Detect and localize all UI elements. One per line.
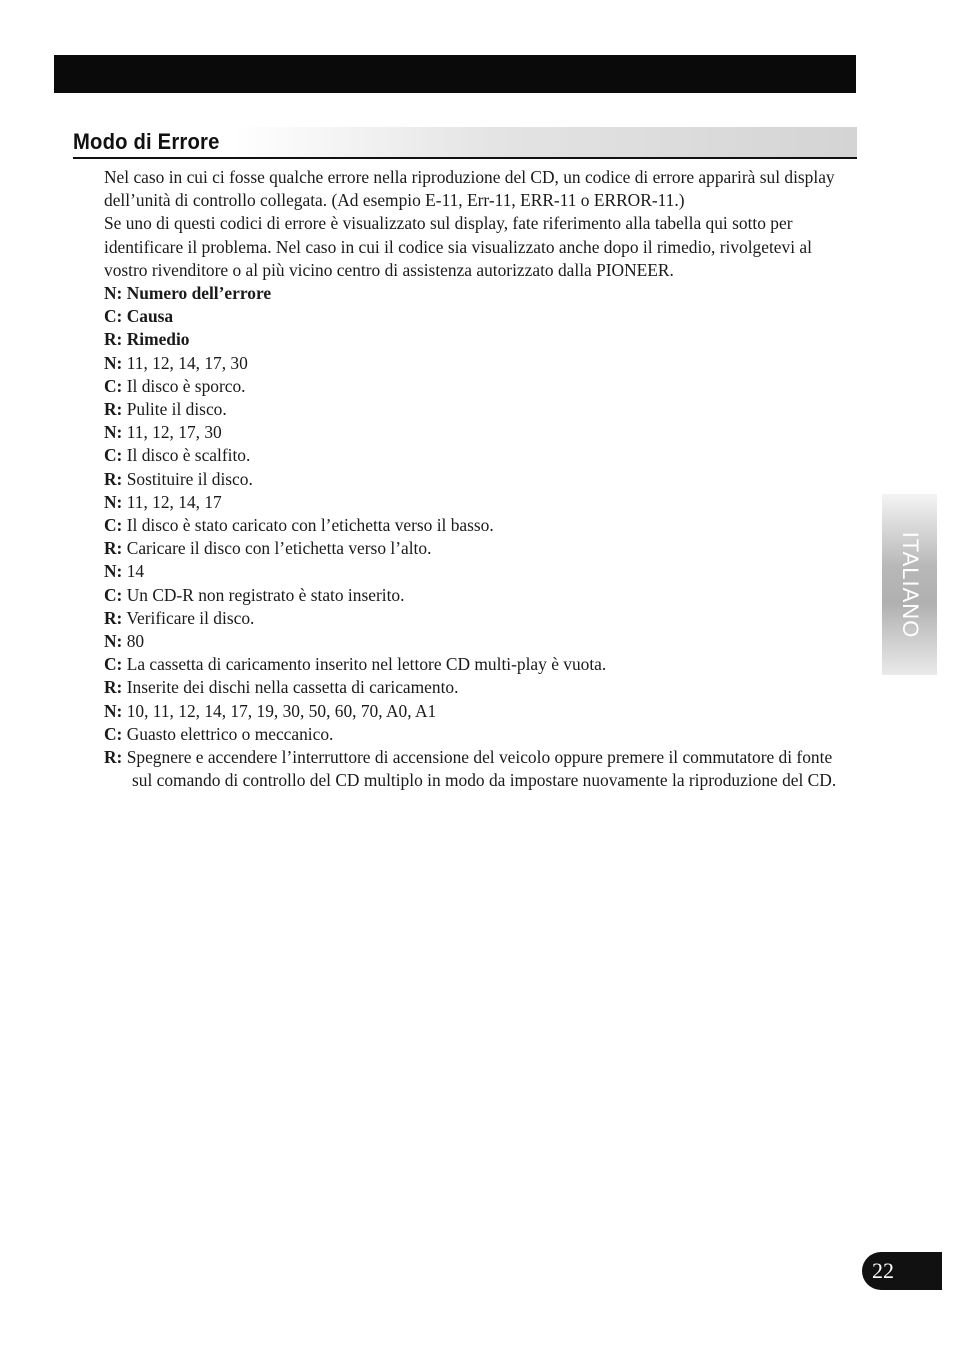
error-remedy-key: R: [104,747,123,768]
error-entry [104,352,839,422]
error-remedy-line [104,468,839,491]
error-remedy-value: Inserite dei dischi nella cassetta di caricamento. [126,677,459,698]
error-entry [104,491,839,561]
error-remedy-value: Spegnere e accendere l’interruttore di accensione del veicolo oppure premere il commutatore di fonte sul comando di controllo del CD multiplo in modo da impostare nuovamente la riproduzione del CD. [126,747,837,791]
error-number-line [104,352,839,375]
error-remedy-line [104,607,839,630]
intro-paragraph: Se uno di questi codici di errore è visualizzato sul display, fate riferimento alla tabella qui sotto per identificare il problema. Nel caso in cui il codice sia visualizzato anche dopo il rimedio, rivolgetevi al vostro rivenditore o al più vicino centro di assistenza autorizzato dalla PIONEER. [104,213,812,280]
error-remedy-key: R: [104,538,123,559]
error-cause-key: C: [104,723,123,744]
error-cause-value: Il disco è stato caricato con l’etichetta verso il basso. [126,515,494,536]
error-remedy-value: Pulite il disco. [126,399,227,420]
error-cause-line [104,723,839,746]
legend [104,282,839,352]
error-number-key: N: [104,631,123,652]
section-header [73,127,857,159]
legend-item: N: Numero dell’errore [104,283,272,304]
error-entry [104,700,839,793]
error-remedy-key: R: [104,468,123,489]
error-number-value: 80 [126,631,145,652]
error-remedy-key: R: [104,607,123,628]
header-bar [54,55,856,93]
error-cause-value: Il disco è sporco. [126,375,246,396]
error-number-line [104,421,839,444]
error-entry [104,421,839,491]
legend-item: C: Causa [104,306,174,327]
error-cause-key: C: [104,445,123,466]
error-cause-value: La cassetta di caricamento inserito nel lettore CD multi-play è vuota. [126,654,607,675]
error-cause-value: Guasto elettrico o meccanico. [126,723,334,744]
error-remedy-line [104,537,839,560]
error-remedy-key: R: [104,399,123,420]
error-cause-key: C: [104,515,123,536]
language-tab-label: ITALIANO [897,531,923,638]
error-number-key: N: [104,352,123,373]
error-number-line [104,560,839,583]
error-number-value: 11, 12, 14, 17 [126,491,222,512]
error-number-key: N: [104,561,123,582]
error-number-value: 11, 12, 14, 17, 30 [126,352,248,373]
error-remedy-value: Caricare il disco con l’etichetta verso l’alto. [126,538,432,559]
error-cause-line [104,444,839,467]
error-number-value: 10, 11, 12, 14, 17, 19, 30, 50, 60, 70, A0, A1 [126,700,437,721]
intro-paragraph: Nel caso in cui ci fosse qualche errore nella riproduzione del CD, un codice di errore apparirà sul display dell’unità di controllo collegata. (Ad esempio E-11, Err-11, ERR-11 o ERROR-11.) [104,167,835,211]
error-number-value: 11, 12, 17, 30 [126,422,222,443]
page-number: 22 [862,1252,942,1290]
error-cause-key: C: [104,375,123,396]
error-number-key: N: [104,422,123,443]
error-remedy-key: R: [104,677,123,698]
error-cause-key: C: [104,654,123,675]
error-cause-key: C: [104,584,123,605]
section-title: Modo di Errore [73,129,220,154]
error-cause-line [104,584,839,607]
error-remedy-line [104,746,839,792]
error-cause-line [104,375,839,398]
error-remedy-line [104,676,839,699]
error-entry [104,560,839,630]
document-body [104,166,839,792]
error-number-line [104,491,839,514]
error-entry [104,630,839,700]
error-number-line [104,700,839,723]
language-tab [882,494,937,675]
error-remedy-line [104,398,839,421]
error-number-value: 14 [126,561,145,582]
error-remedy-value: Sostituire il disco. [126,468,253,489]
error-number-key: N: [104,700,123,721]
error-cause-line [104,653,839,676]
error-cause-value: Un CD-R non registrato è stato inserito. [126,584,405,605]
error-cause-value: Il disco è scalfito. [126,445,251,466]
error-remedy-value: Verificare il disco. [126,607,255,628]
error-cause-line [104,514,839,537]
error-number-line [104,630,839,653]
error-number-key: N: [104,491,123,512]
legend-item: R: Rimedio [104,329,190,350]
